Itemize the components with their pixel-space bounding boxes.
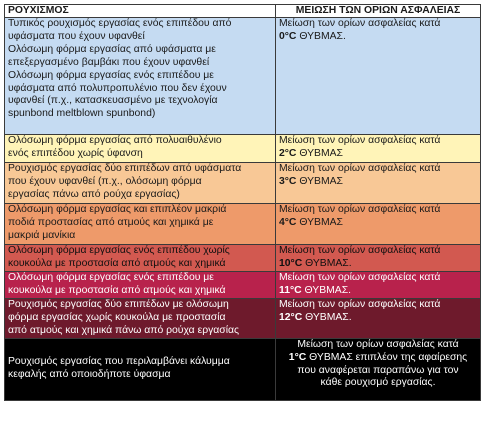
clothing-line: Ρουχισμός εργασίας που περιλαμβάνει κάλυμμα [8, 356, 230, 368]
clothing-line: από ατμούς και χημικά πάνω από ρούχα εργασίας [8, 324, 240, 336]
reduction-cell [276, 163, 481, 204]
clothing-line: Ολόσωμη φόρμα εργασίας ενός επιπέδου με [8, 272, 214, 283]
clothing-line: κεφαλής από οποιοδήποτε ύφασμα [8, 369, 171, 381]
reduction-cell [276, 299, 481, 339]
reduction-amount [279, 217, 477, 230]
clothing-line: Ρουχισμός εργασίας δύο επιπέδων από υφάσματα [8, 163, 242, 174]
clothing-line: Ρουχισμός εργασίας δύο επιπέδων με ολόσωμη [8, 299, 229, 310]
reduction-unit: ΘΥΒΜΑΣ. [301, 284, 352, 296]
clothing-cell [5, 163, 276, 204]
clothing-line: επεξεργασμένο βαμβάκι που έχουν υφανθεί [8, 56, 210, 68]
reduction-amount [279, 176, 477, 189]
clothing-line: υφάσματα από πολυπροπυλένιο που δεν έχουν [8, 82, 227, 94]
reduction-text: Μείωση των ορίων ασφαλείας κατά [297, 338, 459, 350]
reduction-value: 10°C [279, 257, 303, 269]
reduction-amount [279, 258, 477, 271]
table-row [5, 18, 481, 135]
reduction-amount [279, 148, 477, 161]
reduction-text: Μείωση των ορίων ασφαλείας κατά [279, 163, 441, 174]
reduction-text: Μείωση των ορίων ασφαλείας κατά [279, 245, 441, 256]
header-reduction: ΜΕΙΩΣΗ ΤΩΝ ΟΡΙΩΝ ΑΣΦΑΛΕΙΑΣ [276, 5, 481, 18]
reduction-amount [279, 285, 477, 298]
reduction-cell [276, 204, 481, 245]
clothing-line: υφάσματα που έχουν υφανθεί [8, 30, 145, 42]
reduction-unit: ΘΥΒΜΑΣ. [302, 257, 352, 269]
reduction-text: κάθε ρουχισμό εργασίας. [320, 377, 436, 389]
reduction-value: 11°C [279, 284, 302, 296]
table-row [5, 272, 481, 299]
reduction-value: 4°C [279, 216, 297, 228]
reduction-unit: ΘΥΒΜΑΣ επιπλέον της αφαίρεσης [306, 351, 468, 363]
table-row [5, 204, 481, 245]
clothing-cell [5, 135, 276, 163]
reduction-value: 3°C [279, 175, 297, 187]
reduction-unit: ΘΥΒΜΑΣ. [302, 311, 352, 323]
header-clothing: ΡΟΥΧΙΣΜΟΣ [5, 5, 276, 18]
reduction-value: 0°C [279, 30, 297, 42]
clothing-cell [5, 18, 276, 135]
reduction-value: 12°C [279, 311, 303, 323]
clothing-line: φόρμα εργασίας χωρίς κουκούλα με προστασία [8, 311, 226, 323]
reduction-cell [276, 272, 481, 299]
reduction-text: Μείωση των ορίων ασφαλείας κατά [279, 204, 441, 215]
reduction-text: Μείωση των ορίων ασφαλείας κατά [279, 272, 441, 283]
reduction-unit: ΘΥΒΜΑΣ [296, 216, 343, 228]
clothing-cell [5, 245, 276, 272]
reduction-text: Μείωση των ορίων ασφαλείας κατά [279, 299, 441, 310]
table-row-head-covering [5, 338, 481, 400]
clothing-line: ποδιά προστασίας από ατμούς και χημικά με [8, 216, 214, 228]
reduction-amount [279, 352, 477, 365]
clothing-line: που έχουν υφανθεί (π.χ., ολόσωμη φόρμα [8, 175, 202, 187]
clothing-line: Ολόσωμη φόρμα εργασίας ενός επιπέδου χωρίς [8, 245, 230, 256]
table-row [5, 135, 481, 163]
clothing-line: Ολόσωμη φόρμα εργασίας ενός επιπέδου με [8, 69, 214, 81]
clothing-line: spunbond meltblown spunbond) [8, 108, 156, 120]
clothing-line: εργασίας πάνω από ρούχα εργασίας) [8, 188, 180, 200]
header-row [5, 5, 481, 18]
clothing-line: μακριά μανίκια [8, 229, 76, 241]
table-row [5, 299, 481, 339]
clothing-safety-table [4, 4, 481, 401]
clothing-line: Ολόσωμη φόρμα εργασίας από πολυαιθυλένιο [8, 135, 222, 146]
clothing-line: κουκούλα με προστασία από ατμούς και χημικά [8, 284, 226, 296]
clothing-line: ενός επιπέδου χωρίς ύφανση [8, 147, 143, 159]
table-row [5, 163, 481, 204]
table-row [5, 245, 481, 272]
reduction-text: που αναφέρεται παραπάνω για τον [297, 364, 459, 376]
reduction-cell [276, 18, 481, 135]
reduction-cell [276, 338, 481, 400]
clothing-cell [5, 204, 276, 245]
reduction-text: Μείωση των ορίων ασφαλείας κατά [279, 135, 441, 146]
clothing-line: Ολόσωμη φόρμα εργασίας από υφάσματα με [8, 43, 216, 55]
reduction-unit: ΘΥΒΜΑΣ. [296, 30, 346, 42]
reduction-value: 2°C [279, 147, 297, 159]
reduction-cell [276, 245, 481, 272]
reduction-text: Μείωση των ορίων ασφαλείας κατά [279, 18, 441, 29]
reduction-value: 1°C [288, 351, 307, 363]
clothing-cell [5, 338, 276, 400]
reduction-cell [276, 135, 481, 163]
clothing-line: Ολόσωμη φόρμα εργασίας και επιπλέον μακριά [8, 204, 227, 215]
clothing-line: υφανθεί (π.χ., κατασκευασμένο με τεχνολογία [8, 95, 218, 107]
clothing-line: κουκούλα με προστασία από ατμούς και χημικά [8, 257, 226, 269]
reduction-unit: ΘΥΒΜΑΣ [296, 175, 343, 187]
clothing-line: Τυπικός ρουχισμός εργασίας ενός επιπέδου από [8, 18, 232, 29]
reduction-amount [279, 31, 477, 44]
reduction-amount [279, 312, 477, 325]
clothing-cell [5, 299, 276, 339]
reduction-unit: ΘΥΒΜΑΣ [296, 147, 343, 159]
clothing-cell [5, 272, 276, 299]
